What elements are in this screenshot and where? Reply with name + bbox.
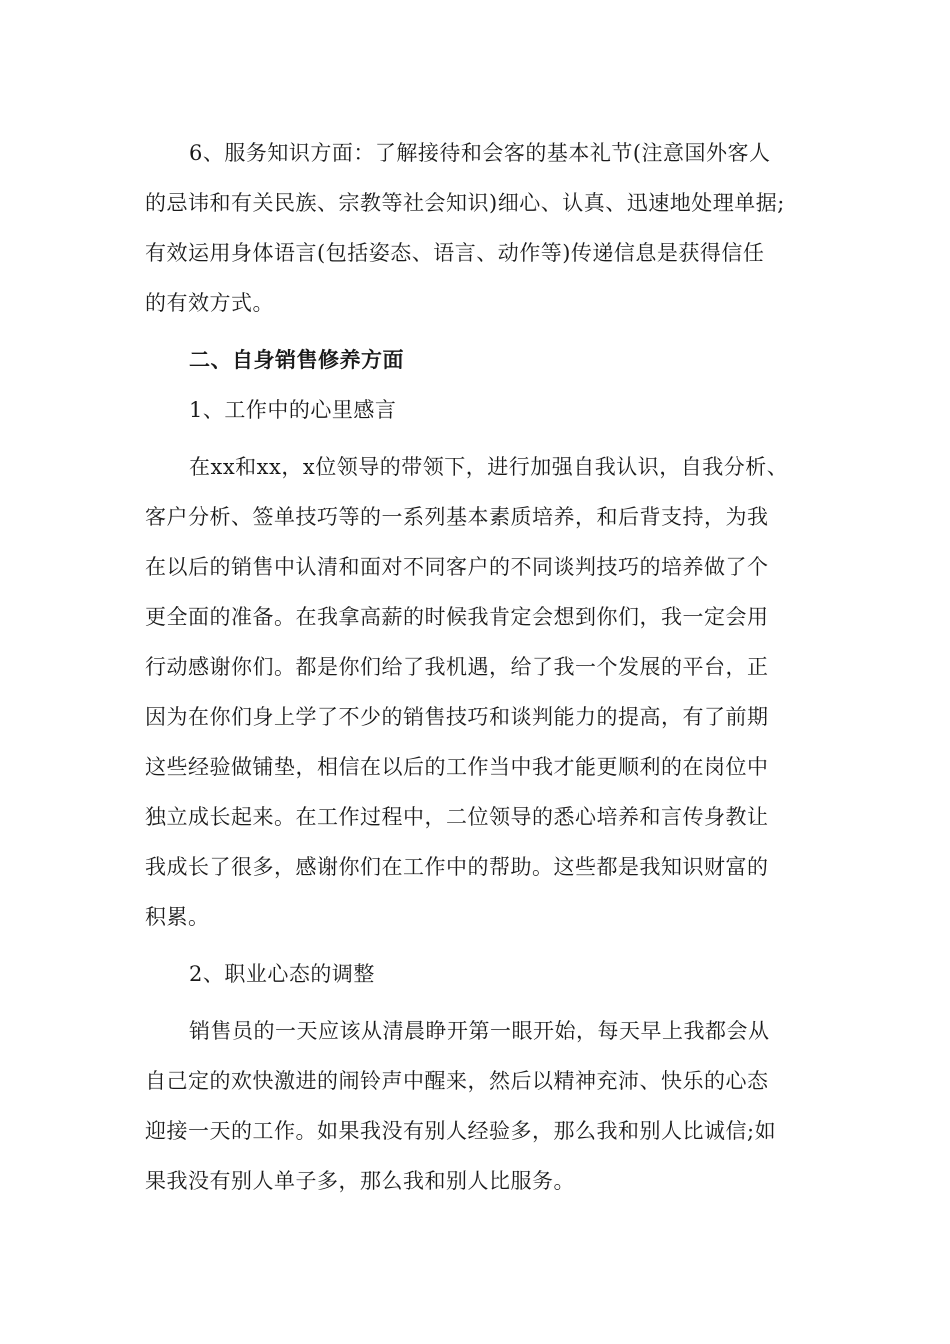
- text-line: 行动感谢你们。都是你们给了我机遇，给了我一个发展的平台，正: [145, 655, 769, 679]
- text-line: 更全面的准备。在我拿高薪的时候我肯定会想到你们，我一定会用: [145, 605, 769, 629]
- spacer: [145, 999, 815, 1006]
- text-line: 独立成长起来。在工作过程中，二位领导的悉心培养和言传身教让: [145, 805, 769, 829]
- text-line: 果我没有别人单子多，那么我和别人比服务。: [145, 1169, 575, 1193]
- spacer: [145, 328, 815, 335]
- text-line: 这些经验做铺垫，相信在以后的工作当中我才能更顺利的在岗位中: [145, 755, 769, 779]
- text-line: 积累。: [145, 905, 210, 929]
- text-line: 有效运用身体语言(包括姿态、语言、动作等)传递信息是获得信任: [145, 241, 765, 265]
- text-line: 的忌讳和有关民族、宗教等社会知识)细心、认真、迅速地处理单据;: [145, 191, 785, 215]
- text-line: 迎接一天的工作。如果我没有别人经验多，那么我和别人比诚信;如: [145, 1119, 777, 1143]
- paragraph-career-mindset: [145, 1006, 815, 1206]
- paragraph-service-knowledge: [145, 128, 815, 328]
- text-line: 在以后的销售中认清和面对不同客户的不同谈判技巧的培养做了个: [145, 555, 769, 579]
- paragraph-work-reflection: [145, 442, 815, 942]
- subheading-work-reflection: 1、工作中的心里感言: [189, 398, 397, 422]
- spacer: [145, 942, 815, 949]
- text-line: 的有效方式。: [145, 291, 274, 315]
- text-line: 我成长了很多，感谢你们在工作中的帮助。这些都是我知识财富的: [145, 855, 769, 879]
- text-line: 客户分析、签单技巧等的一系列基本素质培养，和后背支持，为我: [145, 505, 769, 529]
- section-heading: 二、自身销售修养方面: [189, 347, 404, 372]
- text-line: 销售员的一天应该从清晨睁开第一眼开始，每天早上我都会从: [189, 1019, 770, 1043]
- document-body: [145, 128, 815, 1206]
- spacer: [145, 435, 815, 442]
- text-line: 自己定的欢快激进的闹铃声中醒来，然后以精神充沛、快乐的心态: [145, 1069, 769, 1093]
- text-line: 6、服务知识方面：了解接待和会客的基本礼节(注意国外客人: [189, 141, 771, 165]
- subheading-career-mindset: 2、职业心态的调整: [189, 962, 375, 986]
- text-line: 在xx和xx，x位领导的带领下，进行加强自我认识，自我分析、: [189, 455, 789, 479]
- text-line: 因为在你们身上学了不少的销售技巧和谈判能力的提高，有了前期: [145, 705, 769, 729]
